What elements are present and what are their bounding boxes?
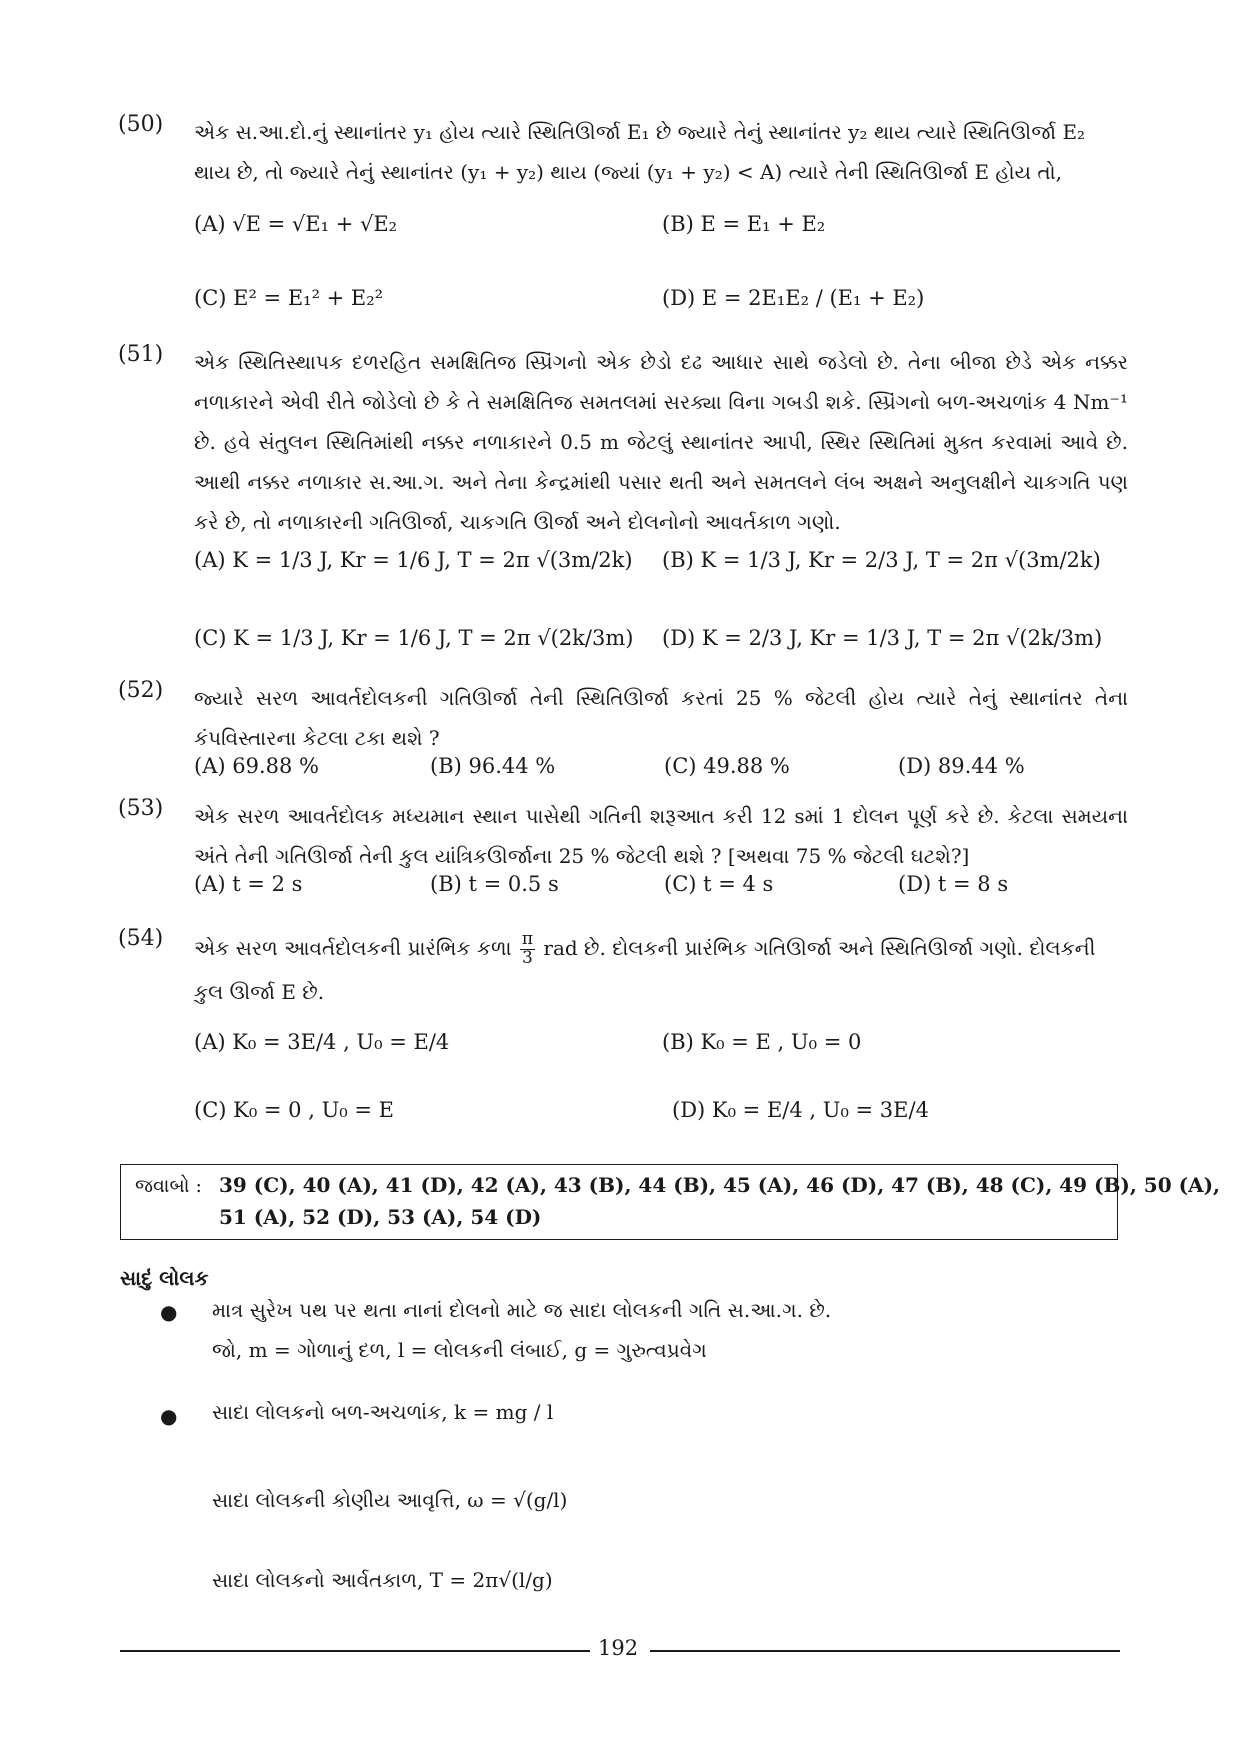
q53-option-b: (B) t = 0.5 s	[430, 872, 559, 896]
question-text: એક સ્થિતિસ્થાપક દળરહિત સમક્ષિતિજ સ્પ્રિંગનો એક છેડો દઢ આધાર સાથે જડેલો છે. તેના બીજા છેડે એક નક્કર નળાકારને એવી રીતે જોડેલો છે કે તે સમક્ષિતિજ સમતલમાં સરક્યા વિના ગબડી શકે. સ્પ્રિંગનો બળ-અચળાંક 4 Nm⁻¹ છે. હવે સંતુલન સ્થિતિમાંથી નક્કર નળાકારને 0.5 m જેટલું સ્થાનાંતર આપી, સ્થિર સ્થિતિમાં મુક્ત કરવામાં આવે છે. આથી નક્કર નળાકાર સ.આ.ગ. અને તેના કેન્દ્રમાંથી પસાર થતી અને સમતલને લંબ અક્ષને અનુલક્ષીને ચાકગતિ પણ કરે છે, તો નળાકારની ગતિઊર્જા, ચાકગતિ ઊર્જા અને દોલનોનો આવર્તકાળ ગણો.	[194, 350, 1128, 534]
q54-option-a: (A) K₀ = 3E/4 , U₀ = E/4	[194, 1030, 450, 1054]
question-line: થાય છે, તો જ્યારે તેનું સ્થાનાંતર (y₁ + y₂) થાય (જ્યાં (y₁ + y₂) < A) ત્યારે તેની સ્થિતિઊર્જા E હોય તો,	[194, 160, 1062, 184]
q52-option-b: (B) 96.44 %	[430, 754, 556, 778]
q52-option-d: (D) 89.44 %	[898, 754, 1025, 778]
q51-option-b: (B) K = 1/3 J, Kr = 2/3 J, T = 2π √(3m/2k)	[662, 548, 1101, 572]
question-line-part: એક સરળ આવર્તદોલકની પ્રારંભિક કળા	[194, 936, 512, 960]
q54-option-c: (C) K₀ = 0 , U₀ = E	[194, 1098, 394, 1122]
fraction-numerator: π	[521, 929, 534, 950]
q51-option-c: (C) K = 1/3 J, Kr = 1/6 J, T = 2π √(2k/3m)	[194, 626, 634, 650]
footer-divider-right	[650, 1650, 1120, 1652]
answer-key-line: 51 (A), 52 (D), 53 (A), 54 (D)	[219, 1205, 542, 1229]
q52-option-c: (C) 49.88 %	[664, 754, 790, 778]
q50-option-c: (C) E² = E₁² + E₂²	[194, 286, 384, 310]
period-formula: સાદા લોલકનો આર્વતકાળ, T = 2π√(l/g)	[212, 1568, 553, 1592]
question-text	[194, 926, 1128, 1014]
fraction-denominator: 3	[522, 948, 533, 968]
question-text: જ્યારે સરળ આવર્તદોલકની ગતિઊર્જા તેની સ્થિતિઊર્જા કરતાં 25 % જેટલી હોય ત્યારે તેનું સ્થાનાંતર તેના કંપવિસ્તારના કેટલા ટકા થશે ?	[194, 686, 1128, 750]
q50-option-d: (D) E = 2E₁E₂ / (E₁ + E₂)	[662, 286, 925, 310]
q51-option-a: (A) K = 1/3 J, Kr = 1/6 J, T = 2π √(3m/2k)	[194, 548, 633, 572]
q52-option-a: (A) 69.88 %	[194, 754, 319, 778]
q51-option-d: (D) K = 2/3 J, Kr = 1/3 J, T = 2π √(2k/3m)	[662, 626, 1103, 650]
q54-option-b: (B) K₀ = E , U₀ = 0	[662, 1030, 862, 1054]
bullet-icon: ●	[160, 1404, 178, 1428]
question-line: એક સ.આ.દો.નું સ્થાનાંતર y₁ હોય ત્યારે સ્થિતિઊર્જા E₁ છે જ્યારે તેનું સ્થાનાંતર y₂ થાય ત્યારે સ્થિતિઊર્જા E₂	[194, 120, 1086, 144]
question-number: (50)	[118, 112, 164, 137]
question-number: (54)	[118, 926, 164, 951]
answer-key-label: જવાબો :	[135, 1175, 202, 1197]
q53-option-a: (A) t = 2 s	[194, 872, 303, 896]
question-number: (53)	[118, 796, 164, 821]
section-heading: સાદું લોલક	[120, 1266, 209, 1290]
q53-option-d: (D) t = 8 s	[898, 872, 1009, 896]
question-text	[194, 112, 1128, 192]
bullet-icon: ●	[160, 1300, 178, 1324]
question-text: એક સરળ આવર્તદોલક મધ્યમાન સ્થાન પાસેથી ગતિની શરૂઆત કરી 12 sમાં 1 દોલન પૂર્ણ કરે છે. કેટલા સમયના અંતે તેની ગતિઊર્જા તેની કુલ યાંત્રિકઊર્જાના 25 % જેટલી થશે ? [અથવા 75 % જેટલી ઘટશે?]	[194, 804, 1128, 868]
answer-key-line: 39 (C), 40 (A), 41 (D), 42 (A), 43 (B), 44 (B), 45 (A), 46 (D), 47 (B), 48 (C), 49 (B), 50 (A),	[219, 1173, 1221, 1197]
q50-option-b: (B) E = E₁ + E₂	[662, 212, 826, 236]
question-number: (52)	[118, 678, 164, 703]
answer-key-box	[120, 1164, 1221, 1240]
question-number: (51)	[118, 342, 164, 367]
angular-frequency-formula: સાદા લોલકની કોણીય આવૃત્તિ, ω = √(g/l)	[212, 1488, 568, 1512]
definitions-text: જો, m = ગોળાનું દળ, l = લોલકની લંબાઈ, g = ગુરુત્વપ્રવેગ	[212, 1338, 707, 1362]
q53-option-c: (C) t = 4 s	[664, 872, 774, 896]
question-line-part: rad છે. દોલકની પ્રારંભિક ગતિઊર્જા અને સ્થિતિઊર્જા ગણો. દોલકની	[543, 936, 1096, 960]
footer-divider-left	[120, 1650, 590, 1652]
bullet-text: માત્ર સુરેખ પથ પર થતા નાનાં દોલનો માટે જ સાદા લોલકની ગતિ સ.આ.ગ. છે.	[212, 1298, 832, 1322]
phase-fraction	[520, 931, 535, 968]
question-line: કુલ ઊર્જા E છે.	[194, 980, 325, 1004]
question-line	[194, 926, 1128, 970]
q54-option-d: (D) K₀ = E/4 , U₀ = 3E/4	[672, 1098, 929, 1122]
q50-option-a: (A) √E = √E₁ + √E₂	[194, 212, 398, 236]
force-constant-formula: સાદા લોલકનો બળ-અચળાંક, k = mg / l	[212, 1400, 554, 1424]
page-number: 192	[598, 1636, 639, 1660]
